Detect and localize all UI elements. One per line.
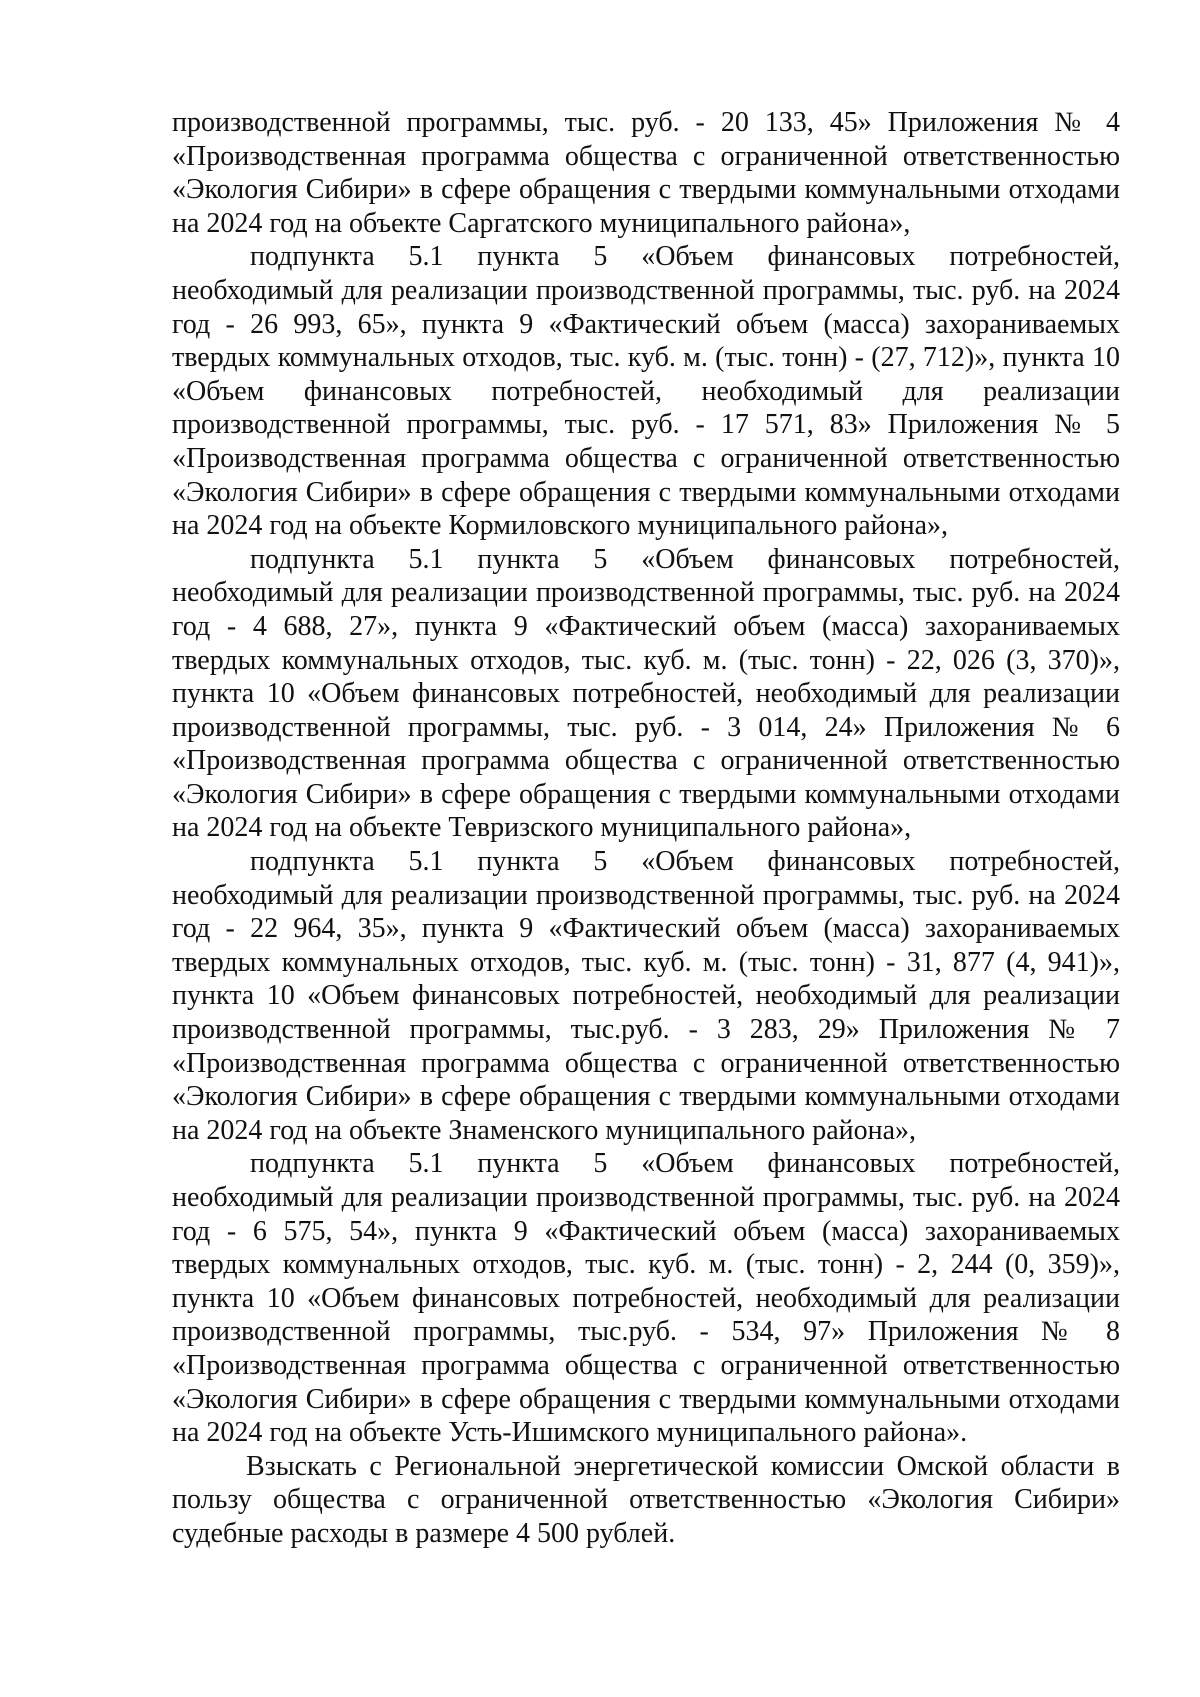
paragraph-saratgatsky-continuation: производственной программы, тыс. руб. - 20 133, 45» Приложения № 4 «Производственная программа общества с ограниченной ответственностью «Экология Сибири» в сфере обращения с твердыми коммунальными отходами на 2024 год на объекте Саргатского муниципального района», [172,107,1120,239]
paragraph-znamensky: подпункта 5.1 пункта 5 «Объем финансовых потребностей, необходимый для реализации производственной программы, тыс. руб. на 2024 год - 22 964, 35», пункта 9 «Фактический объем (масса) захораниваемых твердых коммунальных отходов, тыс. куб. м. (тыс. тонн) - 31, 877 (4, 941)», пункта 10 «Объем финансовых потребностей, необходимый для реализации производственной программы, тыс.руб. - 3 283, 29» Приложения № 7 «Производственная программа общества с ограниченной ответственностью «Экология Сибири» в сфере обращения с твердыми коммунальными отходами на 2024 год на объекте Знаменского муниципального района», [172,846,1120,1146]
paragraph-kormilovsky: подпункта 5.1 пункта 5 «Объем финансовых потребностей, необходимый для реализации производственной программы, тыс. руб. на 2024 год - 26 993, 65», пункта 9 «Фактический объем (масса) захораниваемых твердых коммунальных отходов, тыс. куб. м. (тыс. тонн) - (27, 712)», пункта 10 «Объем финансовых потребностей, необходимый для реализации производственной программы, тыс. руб. - 17 571, 83» Приложения № 5 «Производственная программа общества с ограниченной ответственностью «Экология Сибири» в сфере обращения с твердыми коммунальными отходами на 2024 год на объекте Кормиловского муниципального района», [172,241,1120,542]
paragraph-tevrizsky: подпункта 5.1 пункта 5 «Объем финансовых потребностей, необходимый для реализации производственной программы, тыс. руб. на 2024 год - 4 688, 27», пункта 9 «Фактический объем (масса) захораниваемых твердых коммунальных отходов, тыс. куб. м. (тыс. тонн) - 22, 026 (3, 370)», пункта 10 «Объем финансовых потребностей, необходимый для реализации производственной программы, тыс. руб. - 3 014, 24» Приложения № 6 «Производственная программа общества с ограниченной ответственностью «Экология Сибири» в сфере обращения с твердыми коммунальными отходами на 2024 год на объекте Тевризского муниципального района», [172,543,1120,844]
document-page [172,106,1120,1551]
paragraph-court-costs: Взыскать с Региональной энергетической комиссии Омской области в пользу общества с ограниченной ответственностью «Экология Сибири» судебные расходы в размере 4 500 рублей. [172,1450,1120,1549]
paragraph-ust-ishimsky: подпункта 5.1 пункта 5 «Объем финансовых потребностей, необходимый для реализации производственной программы, тыс. руб. на 2024 год - 6 575, 54», пункта 9 «Фактический объем (масса) захораниваемых твердых коммунальных отходов, тыс. куб. м. (тыс. тонн) - 2, 244 (0, 359)», пункта 10 «Объем финансовых потребностей, необходимый для реализации производственной программы, тыс.руб. - 534, 97» Приложения № 8 «Производственная программа общества с ограниченной ответственностью «Экология Сибири» в сфере обращения с твердыми коммунальными отходами на 2024 год на объекте Усть-Ишимского муниципального района». [172,1148,1120,1449]
